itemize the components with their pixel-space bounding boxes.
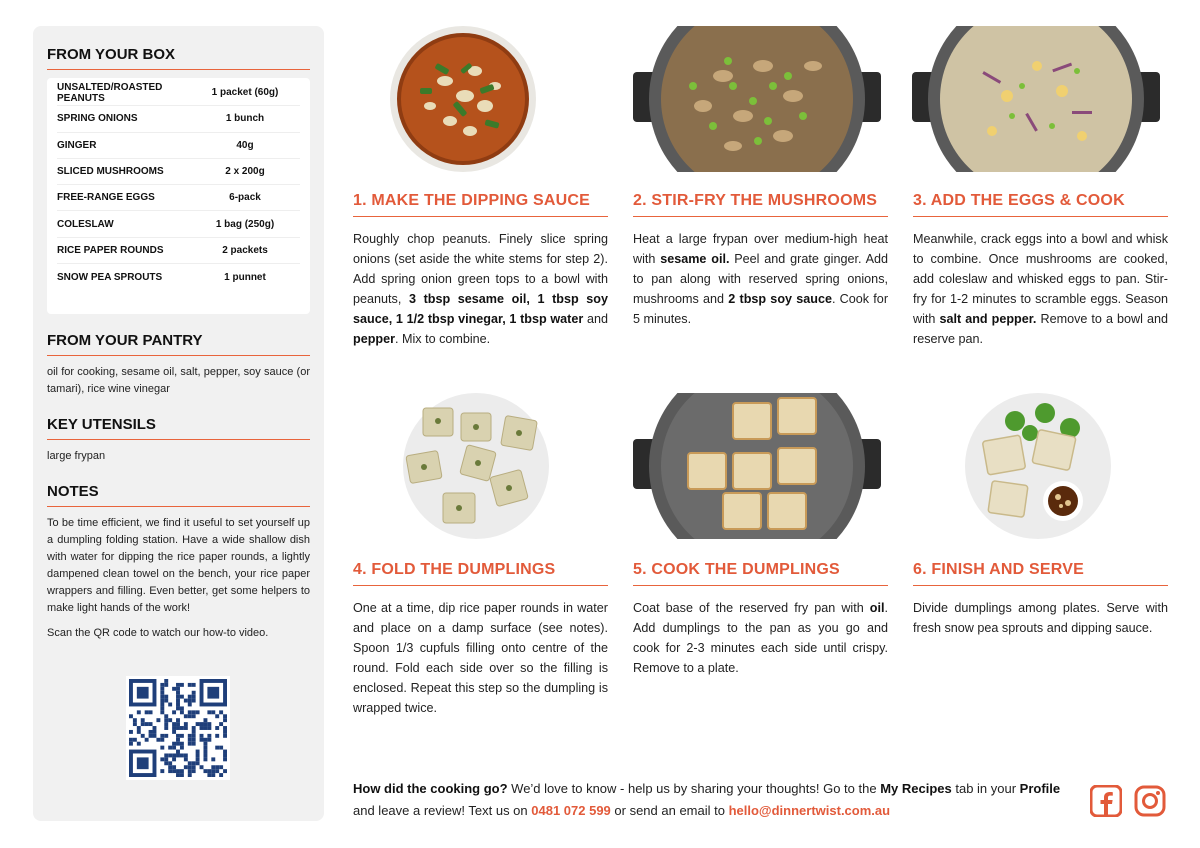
table-row [57, 211, 300, 237]
step-title: 3. ADD THE EGGS & COOK [913, 192, 1168, 217]
instagram-icon[interactable] [1134, 785, 1166, 817]
notes-heading: NOTES [47, 483, 310, 507]
step-instructions: Meanwhile, crack eggs into a bowl and whisk to combine. Once mushrooms are cooked, add coleslaw and whisked eggs to pan. Stir-fry for 1-2 minutes to scramble eggs. Season with salt and pepper. Remove to a bowl and reserve pan. [913, 232, 1168, 346]
step-instructions: Coat base of the reserved fry pan with oil. Add dumplings to the pan as you go and cook for 2-3 minutes each side until crispy. Remove to a plate. [633, 601, 888, 675]
ingredient-name: GINGER [57, 139, 97, 151]
table-row [57, 106, 300, 132]
key-utensils-heading: KEY UTENSILS [47, 416, 310, 440]
step-1 [353, 192, 608, 349]
phone-link[interactable]: 0481 072 599 [531, 803, 611, 818]
egg-coleslaw-pan-image [912, 26, 1160, 172]
ingredient-quantity: 6-pack [229, 192, 261, 204]
notes-text: To be time efficient, we find it useful to set yourself up a dumpling folding station. Have a wide shallow dish with water for dipping the rice paper rounds, a lightly dampened clean towel on the bench, your rice paper wrappers and filling. Even better, get some helpers to make light hands of the work! [47, 517, 310, 614]
box-ingredients-table [47, 78, 310, 314]
my-recipes-link[interactable]: My Recipes [880, 781, 952, 796]
email-link[interactable]: hello@dinnertwist.com.au [728, 803, 891, 818]
ingredient-quantity: 40g [236, 139, 254, 151]
step-2 [633, 192, 888, 329]
step-instructions: One at a time, dip rice paper rounds in water and place on a damp surface (see notes). Spoon 1/3 cupfuls filling onto centre of the round. Fold each side over so the filling is enclosed. Repeat this step so the dumpling is wrapped twice. [353, 601, 608, 715]
served-dumplings-plate-image [965, 393, 1111, 539]
cooking-dumplings-pan-image [633, 393, 881, 539]
ingredient-name: UNSALTED/ROASTED PEANUTS [57, 81, 163, 104]
ingredient-quantity: 1 punnet [224, 271, 266, 283]
pantry-section [47, 332, 310, 398]
ingredient-name: FREE-RANGE EGGS [57, 192, 155, 204]
facebook-icon[interactable] [1090, 785, 1122, 817]
footer-text: and leave a review! Text us on [353, 803, 532, 818]
profile-link[interactable]: Profile [1019, 781, 1061, 796]
footer-text: We’d love to know - help us by sharing your thoughts! Go to the [507, 781, 881, 796]
step-6 [913, 561, 1168, 638]
step-title: 2. STIR-FRY THE MUSHROOMS [633, 192, 888, 217]
utensils-text: large frypan [47, 450, 106, 462]
table-row [57, 80, 300, 106]
ingredient-name: SPRING ONIONS [57, 113, 138, 125]
step-4 [353, 561, 608, 718]
ingredient-name: SNOW PEA SPROUTS [57, 271, 163, 283]
feedback-footer [353, 778, 1073, 822]
footer-text: tab in your [951, 781, 1020, 796]
qr-instruction: Scan the QR code to watch our how-to video. [47, 627, 269, 639]
ingredient-quantity: 1 bag (250g) [215, 218, 275, 230]
folded-dumplings-plate-image [403, 393, 549, 539]
qr-code-icon[interactable] [126, 676, 230, 780]
step-3 [913, 192, 1168, 349]
step-instructions: Divide dumplings among plates. Serve with fresh snow pea sprouts and dipping sauce. [913, 601, 1168, 635]
table-row [57, 133, 300, 159]
step-instructions: Roughly chop peanuts. Finely slice spring onions (set aside the white stems for step 2). Add spring onion green tops to a bowl with peanuts, 3 tbsp sesame oil, 1 tbsp soy sauce, 1 1/2 tbsp vinegar, 1 tbsp water and pepper. Mix to combine. [353, 232, 608, 346]
ingredient-quantity: 1 bunch [225, 113, 265, 125]
pantry-text: oil for cooking, sesame oil, salt, pepper, soy sauce (or tamari), rice wine vinegar [47, 366, 310, 395]
step-instructions: Heat a large frypan over medium-high heat with sesame oil. Peel and grate ginger. Add to pan along with reserved spring onions, mushrooms and 2 tbsp soy sauce. Cook for 5 minutes. [633, 232, 889, 326]
footer-question: How did the cooking go? [353, 781, 508, 796]
table-row [57, 238, 300, 264]
mushroom-pan-image [633, 26, 881, 172]
step-title: 6. FINISH AND SERVE [913, 561, 1168, 586]
step-title: 1. MAKE THE DIPPING SAUCE [353, 192, 608, 217]
footer-text: or send an email to [610, 803, 729, 818]
from-your-pantry-heading: FROM YOUR PANTRY [47, 332, 310, 356]
from-your-box-heading: FROM YOUR BOX [47, 46, 310, 70]
ingredient-name: RICE PAPER ROUNDS [57, 244, 164, 256]
ingredient-name: COLESLAW [57, 218, 114, 230]
step-title: 4. FOLD THE DUMPLINGS [353, 561, 608, 586]
table-row [57, 185, 300, 211]
sidebar [33, 26, 324, 821]
step-5 [633, 561, 888, 678]
utensils-section [47, 416, 310, 465]
notes-section [47, 483, 310, 642]
table-row [57, 264, 300, 290]
step-title: 5. COOK THE DUMPLINGS [633, 561, 888, 586]
table-row [57, 159, 300, 185]
ingredient-name: SLICED MUSHROOMS [57, 166, 164, 178]
ingredient-quantity: 2 x 200g [225, 166, 265, 178]
dipping-sauce-bowl-image [390, 26, 536, 172]
ingredient-quantity: 1 packet (60g) [211, 87, 279, 99]
ingredient-quantity: 2 packets [222, 244, 268, 256]
